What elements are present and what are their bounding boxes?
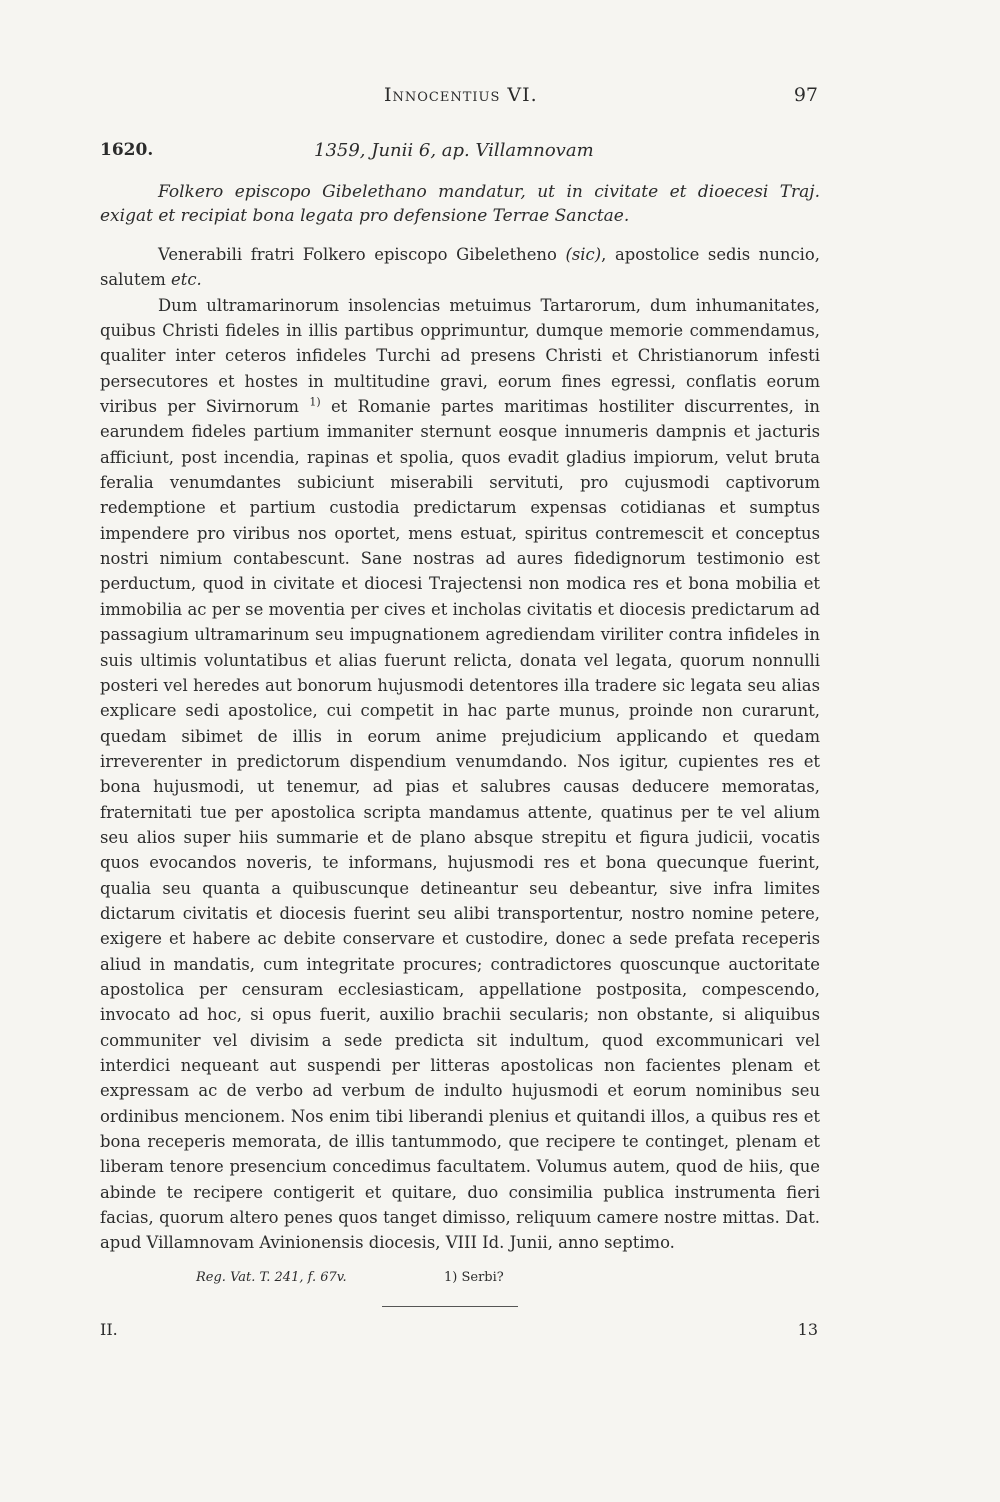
footnote-marker: 1)	[309, 395, 321, 409]
main-paragraph	[100, 293, 820, 1256]
document-date: 1359, Junii 6, ap. Villamnovam	[314, 140, 594, 161]
sheet-number: 13	[797, 1320, 818, 1339]
document-body	[100, 242, 820, 1256]
divider-rule	[382, 1306, 518, 1307]
salutation-start: Venerabili fratri Folkero episcopo Gibeletheno	[158, 245, 566, 264]
document-number: 1620.	[100, 140, 154, 160]
footnote: 1) Serbi?	[444, 1270, 504, 1285]
salutation-etc: etc.	[171, 270, 202, 290]
body-text-part-1: Dum ultramarinorum insolencias metuimus Tartarorum, dum inhumanitates, quibus Christi fideles in illis partibus opprimuntur, dumque memorie commendamus, qualiter inter ceteros infideles Turchi ad presens Christi et Christianorum infesti persecutores et hostes in multitudine gravi, eorum fines egressi, conflatis eorum viribus per Sivirnorum	[100, 295, 820, 417]
running-header	[0, 84, 1000, 114]
body-text-part-2: et Romanie partes maritimas hostiliter discurrentes, in earundem fideles partium immaniter sternunt eosque innumeris dampnis et jacturis afficiunt, post incendia, rapinas et spolia, quos evadit gladius impiorum, velut bruta feralia venumdantes subiciunt miserabili servituti, pro cujusmodi captivorum redemptione et partium custodia predictarum expensas cotidianas et sumptus impendere pro viribus nos oportet, mens estuat, spiritus contremescit et conceptus nostri nimium contabescunt. Sane nostras ad aures fidedignorum testimonio est perductum, quod in civitate et diocesi Trajectensi non modica res et bona mobilia et immobilia ac per se moventia per cives et incholas civitatis et diocesis predictarum ad passagium ultramarinum seu impugnationem agrediendam viriliter contra infideles in suis ultimis voluntatibus et alias fuerunt relicta, donata vel legata, quorum nonnulli posteri vel heredes aut bonorum hujusmodi detentores illa tradere sic legata seu alias explicare sedi apostolice, cui competit in hac parte munus, proinde non curarunt, quedam sibimet de illis in eorum anime prejudicium applicando et quedam irreverenter in predictorum dispendium venumdando. Nos igitur, cupientes res et bona hujusmodi, ut tenemur, ad pias et salubres causas deducere memoratas, fraternitati tue per apostolica scripta mandamus attente, quatinus per te vel alium seu alios super hiis summarie et de plano absque strepitu et figura judicii, vocatis quos evocandos noveris, te informans, hujusmodi res et bona quecunque fuerint, qualia seu quanta a quibuscunque detineantur seu debeantur, sive infra limites dictarum civitatis et diocesis fuerint seu alibi transportentur, nostro nomine petere, exigere et habere ac debite conservare et custodire, donec a sede prefata receperis aliud in mandatis, cum integritate procures; contradictores quoscunque auctoritate apostolica per censuram ecclesiasticam, appellatione postposita, compescendo, invocato ad hoc, si opus fuerit, auxilio brachii secularis; non obstante, si aliquibus communiter vel divisim a sede predicta sit indultum, quod excommunicari vel interdici nequeant aut suspendi per litteras apostolicas non facientes plenam et expressam ac de verbo ad verbum de indulto hujusmodi et eorum nominibus seu ordinibus mencionem. Nos enim tibi liberandi plenius et quitandi illos, a quibus res et bona receperis memorata, de illis tantummodo, que recipere te continget, plenam et liberam tenore presencium concedimus facultatem. Volumus autem, quod de hiis, que abinde te recipere contigerit et quitare, duo consimilia publica instrumenta fieri facias, quorum altero penes quos tanget dimisso, reliquum camere nostre mittas. Dat. apud Villamnovam Avinionensis diocesis, VIII Id. Junii, anno septimo.	[100, 397, 820, 1253]
page-number: 97	[793, 84, 818, 106]
sic-note: (sic)	[565, 245, 602, 264]
running-title: Innocentius VI.	[384, 84, 538, 106]
signature-mark: II.	[100, 1320, 118, 1339]
document-summary: Folkero episcopo Gibelethano mandatur, ut in civitate et dioecesi Traj. exigat et recipiat bona legata pro defensione Terrae Sanctae.	[100, 182, 820, 226]
source-reference: Reg. Vat. T. 241, f. 67v.	[196, 1270, 347, 1285]
salutation-end: , apostolice sedis nuncio, salutem	[100, 245, 820, 290]
salutation-paragraph	[100, 242, 820, 293]
